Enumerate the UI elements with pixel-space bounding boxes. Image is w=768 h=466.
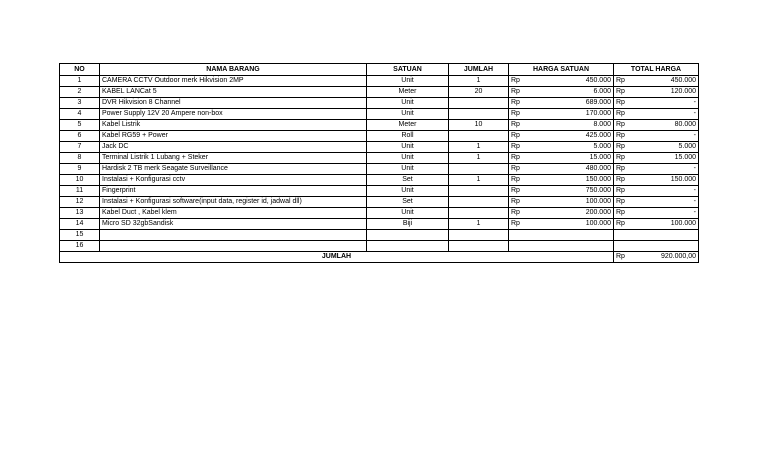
header-satuan: SATUAN (367, 64, 449, 76)
cell-satuan (367, 241, 449, 252)
table-row (60, 230, 699, 241)
cell-total-harga: 120.000 (644, 87, 699, 98)
cell-nama-barang: Fingerprint (100, 186, 367, 197)
cell-satuan (367, 230, 449, 241)
cell-total-currency: Rp (614, 164, 644, 175)
total-row (60, 252, 699, 263)
cell-harga-satuan: 750.000 (539, 186, 614, 197)
cell-jumlah (449, 186, 509, 197)
table-row (60, 142, 699, 153)
cell-no: 13 (60, 208, 100, 219)
cell-total-harga: 5.000 (644, 142, 699, 153)
cell-harga-currency: Rp (509, 142, 539, 153)
cell-satuan: Unit (367, 153, 449, 164)
table-row (60, 241, 699, 252)
cell-total-harga (644, 241, 699, 252)
cell-jumlah (449, 208, 509, 219)
cell-jumlah (449, 131, 509, 142)
cell-no: 3 (60, 98, 100, 109)
cell-no: 12 (60, 197, 100, 208)
cell-jumlah: 1 (449, 153, 509, 164)
cell-total-currency: Rp (614, 120, 644, 131)
cell-nama-barang: Instalasi + Konfigurasi software(input data, register id, jadwal dll) (100, 197, 367, 208)
table-row (60, 153, 699, 164)
cell-no: 8 (60, 153, 100, 164)
cell-nama-barang: KABEL LANCat 5 (100, 87, 367, 98)
cell-total-harga: 450.000 (644, 76, 699, 87)
cell-total-currency: Rp (614, 87, 644, 98)
cell-total-harga: - (644, 208, 699, 219)
cell-jumlah: 20 (449, 87, 509, 98)
cell-no: 4 (60, 109, 100, 120)
cell-jumlah: 1 (449, 175, 509, 186)
cell-satuan: Unit (367, 142, 449, 153)
cell-total-harga: - (644, 131, 699, 142)
cell-harga-satuan: 200.000 (539, 208, 614, 219)
cell-total-harga: 100.000 (644, 219, 699, 230)
cell-nama-barang: Instalasi + Konfigurasi cctv (100, 175, 367, 186)
cell-no: 1 (60, 76, 100, 87)
header-nama-barang: NAMA BARANG (100, 64, 367, 76)
cell-no: 14 (60, 219, 100, 230)
cell-satuan: Unit (367, 186, 449, 197)
cell-harga-currency: Rp (509, 98, 539, 109)
cell-total-harga: 150.000 (644, 175, 699, 186)
cell-jumlah: 1 (449, 76, 509, 87)
cell-total-currency: Rp (614, 153, 644, 164)
cell-jumlah: 1 (449, 142, 509, 153)
table-row (60, 208, 699, 219)
cell-nama-barang: Micro SD 32gbSandisk (100, 219, 367, 230)
cell-satuan: Unit (367, 109, 449, 120)
cell-total-currency: Rp (614, 208, 644, 219)
cell-total-harga: 15.000 (644, 153, 699, 164)
cell-total-currency (614, 241, 644, 252)
grand-total: 920.000,00 (644, 252, 699, 263)
cell-total-currency: Rp (614, 109, 644, 120)
cell-no: 6 (60, 131, 100, 142)
cell-no: 16 (60, 241, 100, 252)
header-no: NO (60, 64, 100, 76)
cell-nama-barang (100, 241, 367, 252)
cell-satuan: Unit (367, 98, 449, 109)
cell-total-harga: - (644, 164, 699, 175)
cell-satuan: Set (367, 197, 449, 208)
cell-satuan: Meter (367, 87, 449, 98)
cell-harga-currency: Rp (509, 186, 539, 197)
cell-satuan: Biji (367, 219, 449, 230)
cell-total-harga: - (644, 186, 699, 197)
cell-harga-satuan: 689.000 (539, 98, 614, 109)
cell-total-currency: Rp (614, 98, 644, 109)
cell-jumlah: 10 (449, 120, 509, 131)
cell-harga-currency: Rp (509, 87, 539, 98)
cell-no: 10 (60, 175, 100, 186)
cell-harga-satuan: 5.000 (539, 142, 614, 153)
header-total-harga: TOTAL HARGA (614, 64, 699, 76)
table-row (60, 109, 699, 120)
cell-jumlah (449, 230, 509, 241)
table-row (60, 186, 699, 197)
cell-nama-barang: Power Supply 12V 20 Ampere non-box (100, 109, 367, 120)
cell-jumlah (449, 98, 509, 109)
cell-harga-currency: Rp (509, 197, 539, 208)
table-row (60, 175, 699, 186)
cell-harga-currency: Rp (509, 219, 539, 230)
cell-harga-satuan: 8.000 (539, 120, 614, 131)
cell-total-currency: Rp (614, 175, 644, 186)
cell-total-currency: Rp (614, 142, 644, 153)
header-jumlah: JUMLAH (449, 64, 509, 76)
cell-total-currency: Rp (614, 131, 644, 142)
cell-satuan: Unit (367, 76, 449, 87)
cell-harga-satuan (539, 241, 614, 252)
table-row (60, 131, 699, 142)
cell-no: 9 (60, 164, 100, 175)
cell-total-harga: - (644, 98, 699, 109)
cell-harga-currency: Rp (509, 175, 539, 186)
cell-harga-satuan: 6.000 (539, 87, 614, 98)
cell-satuan: Roll (367, 131, 449, 142)
cell-jumlah (449, 109, 509, 120)
cell-total-harga: 80.000 (644, 120, 699, 131)
cell-no: 2 (60, 87, 100, 98)
cell-harga-currency (509, 230, 539, 241)
table-row (60, 120, 699, 131)
cell-satuan: Unit (367, 164, 449, 175)
cell-harga-satuan: 450.000 (539, 76, 614, 87)
cell-harga-currency: Rp (509, 153, 539, 164)
cell-satuan: Set (367, 175, 449, 186)
table-row (60, 197, 699, 208)
cell-nama-barang: Terminal Listrik 1 Lubang + Steker (100, 153, 367, 164)
table-row (60, 87, 699, 98)
cell-no: 7 (60, 142, 100, 153)
cell-harga-satuan: 100.000 (539, 219, 614, 230)
total-currency: Rp (614, 252, 644, 263)
cell-nama-barang: Hardisk 2 TB merk Seagate Surveillance (100, 164, 367, 175)
cell-harga-satuan (539, 230, 614, 241)
cell-total-currency (614, 230, 644, 241)
cell-total-harga: - (644, 197, 699, 208)
cell-no: 5 (60, 120, 100, 131)
table-row (60, 98, 699, 109)
table-row (60, 164, 699, 175)
cell-jumlah (449, 197, 509, 208)
cell-total-harga: - (644, 109, 699, 120)
cell-no: 15 (60, 230, 100, 241)
cell-harga-currency: Rp (509, 164, 539, 175)
cell-harga-satuan: 170.000 (539, 109, 614, 120)
cell-nama-barang (100, 230, 367, 241)
cell-harga-currency: Rp (509, 120, 539, 131)
cell-total-currency: Rp (614, 219, 644, 230)
cell-harga-satuan: 15.000 (539, 153, 614, 164)
cell-jumlah (449, 241, 509, 252)
cell-total-currency: Rp (614, 186, 644, 197)
cell-nama-barang: Kabel Listrik (100, 120, 367, 131)
table-row (60, 76, 699, 87)
cell-harga-currency: Rp (509, 131, 539, 142)
cell-harga-currency (509, 241, 539, 252)
cell-satuan: Meter (367, 120, 449, 131)
cell-harga-currency: Rp (509, 76, 539, 87)
cell-harga-satuan: 100.000 (539, 197, 614, 208)
cell-harga-currency: Rp (509, 208, 539, 219)
cell-harga-satuan: 480.000 (539, 164, 614, 175)
price-table (59, 63, 699, 263)
cell-satuan: Unit (367, 208, 449, 219)
cell-nama-barang: DVR Hikvision 8 Channel (100, 98, 367, 109)
cell-total-currency: Rp (614, 197, 644, 208)
cell-nama-barang: CAMERA CCTV Outdoor merk Hikvision 2MP (100, 76, 367, 87)
cell-harga-satuan: 425.000 (539, 131, 614, 142)
cell-jumlah (449, 164, 509, 175)
cell-jumlah: 1 (449, 219, 509, 230)
cell-nama-barang: Kabel Duct , Kabel klem (100, 208, 367, 219)
cell-total-currency: Rp (614, 76, 644, 87)
cell-nama-barang: Kabel RG59 + Power (100, 131, 367, 142)
header-row (60, 64, 699, 76)
cell-harga-currency: Rp (509, 109, 539, 120)
table-row (60, 219, 699, 230)
cell-nama-barang: Jack DC (100, 142, 367, 153)
total-label: JUMLAH (60, 252, 614, 263)
cell-harga-satuan: 150.000 (539, 175, 614, 186)
header-harga-satuan: HARGA SATUAN (509, 64, 614, 76)
cell-no: 11 (60, 186, 100, 197)
cell-total-harga (644, 230, 699, 241)
